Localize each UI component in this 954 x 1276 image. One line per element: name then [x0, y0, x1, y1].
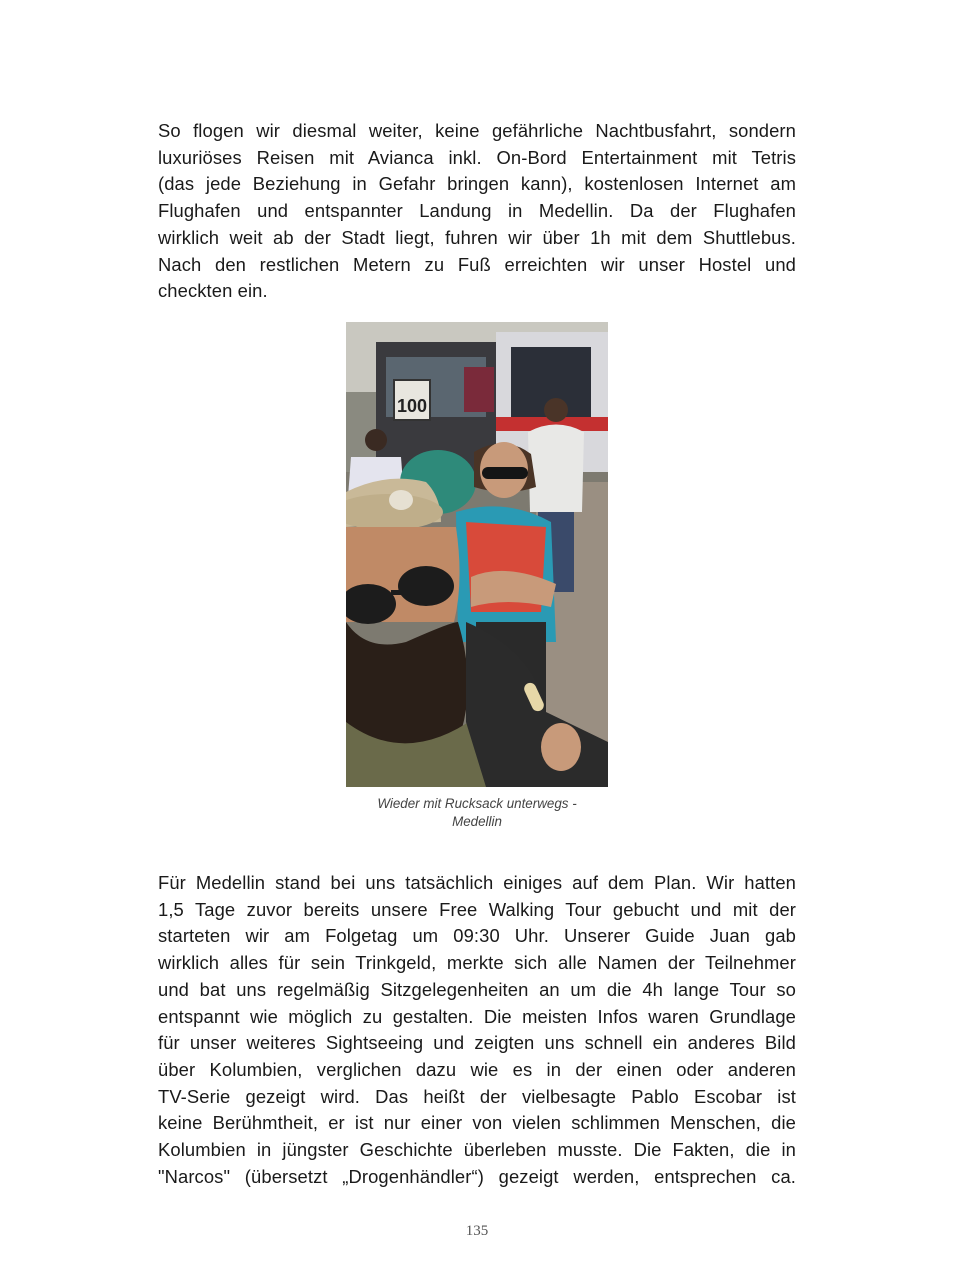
text-line: So flogen wir diesmal weiter, keine gefährliche Nachtbusfahrt, sondern: [158, 120, 796, 141]
text-line: "Narcos" (übersetzt „Drogenhändler“) gezeigt werden, entsprechen ca.: [158, 1165, 796, 1187]
text-line: wirklich alles für sein Trinkgeld, merkte sich alle Namen der Teilnehmer: [158, 952, 796, 974]
page-number: 135: [465, 1223, 489, 1239]
bus-sign-number: 100: [396, 396, 428, 416]
text-line: (das jede Beziehung in Gefahr bringen kann), kostenlosen Internet am: [158, 173, 796, 195]
text-line: Für Medellin stand bei uns tatsächlich einiges auf dem Plan. Wir hatten: [158, 872, 796, 893]
caption-line: Medellin: [452, 814, 502, 829]
text-line: Nach den restlichen Metern zu Fuß erreichten wir unser Hostel und: [158, 253, 796, 275]
figure-caption: [300, 795, 654, 831]
text-line: keine Berühmtheit, er ist nur einer von vielen schlimmen Menschen, die: [158, 1112, 796, 1134]
text-line: Kolumbien in jüngster Geschichte überleben musste. Die Fakten, die in: [158, 1139, 796, 1161]
text-line: Flughafen und entspannter Landung in Medellin. Da der Flughafen: [158, 200, 796, 222]
text-line: wirklich weit ab der Stadt liegt, fuhren wir über 1h mit dem Shuttlebus.: [158, 226, 796, 248]
paragraph-walking-tour: [158, 870, 796, 1190]
text-line: starteten wir am Folgetag um 09:30 Uhr. Unserer Guide Juan gab: [158, 925, 796, 947]
caption-line: Wieder mit Rucksack unterwegs -: [377, 796, 577, 811]
text-line: für unser weiteres Sightseeing und zeigten uns schnell ein anderes Bild: [158, 1032, 796, 1054]
text-line: 1,5 Tage zuvor bereits unsere Free Walking Tour gebucht und mit der: [158, 898, 796, 920]
text-line: und bat uns regelmäßig Sitzgelegenheiten an um die 4h lange Tour so: [158, 978, 796, 1000]
text-line: entspannt wie möglich zu gestalten. Die meisten Infos waren Grundlage: [158, 1005, 796, 1027]
text-line: checkten ein.: [158, 280, 268, 302]
text-line: über Kolumbien, verglichen dazu wie es in der einen oder anderen: [158, 1058, 796, 1080]
selfie-photo: [346, 322, 608, 787]
text-line: luxuriöses Reisen mit Avianca inkl. On-Bord Entertainment mit Tetris: [158, 146, 796, 168]
text-line: TV-Serie gezeigt wird. Das heißt der vielbesagte Pablo Escobar ist: [158, 1085, 796, 1107]
paragraph-flight-to-medellin: [158, 118, 796, 305]
